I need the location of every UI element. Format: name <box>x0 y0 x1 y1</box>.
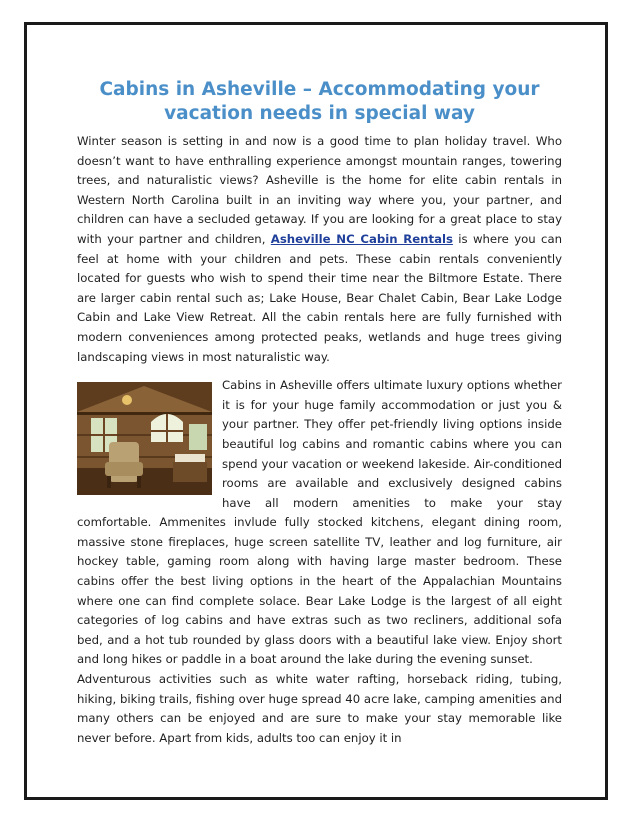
cabin-interior-photo <box>77 382 212 495</box>
activities-paragraph: Adventurous activities such as white water rafting, horseback riding, tubing, hiking, biking trails, fishing over huge spread 40 acre lake, camping amenities and many others can be enjoyed and are sure to make your stay memorable like never before. Apart from kids, adults too can enjoy it in <box>77 672 562 745</box>
amenities-paragraph <box>77 376 562 670</box>
document-body <box>77 78 562 748</box>
document-title: Cabins in Asheville – Accommodating your vacation needs in special way <box>99 79 540 124</box>
intro-text-before-link: Winter season is setting in and now is a good time to plan holiday travel. Who doesn’t want to have enthralling experience amongst mountain ranges, towering trees, and naturalistic views? Asheville is the home for elite cabin rentals in Western North Carolina built in an inviting way where you, your partner, and children can have a secluded getaway. If you are looking for a great place to stay with your partner and children, <box>77 134 562 246</box>
asheville-cabin-rentals-link[interactable]: Asheville NC Cabin Rentals <box>270 231 453 246</box>
amenities-text: Cabins in Asheville offers ultimate luxury options whether it is for your huge family accommodation or just you & your partner. They offer pet-friendly living options inside beautiful log cabins and romantic cabins where you can spend your vacation or weekend lakeside. Air-conditioned rooms are available and exclusively designed cabins have all modern amenities to make your stay comfortable. Ammenites invlude fully stocked kitchens, elegant dining room, massive stone fireplaces, huge screen satellite TV, leather and log furniture, air hockey table, gaming room along with having large master bedroom. These cabins offer the best living options in the heart of the Appalachian Mountains where one can find complete solace. Bear Lake Lodge is the largest of all eight categories of log cabins and have extras such as two recliners, additional sofa bed, and a hot tub rounded by glass doors with a beautiful lake view. Enjoy short and long hikes or paddle in a boat around the lake during the evening sunset. <box>77 378 562 667</box>
intro-text-after-link: is where you can feel at home with your children and pets. These cabin rentals conveniently located for guests who wish to spend their time near the Biltmore Estate. There are larger cabin rental such as; Lake House, Bear Chalet Cabin, Bear Lake Lodge Cabin and Lake View Retreat. All the cabin rentals here are fully furnished with modern conveniences among protected peaks, wetlands and huge trees giving landscaping views in most naturalistic way. <box>77 231 563 364</box>
intro-paragraph <box>77 132 562 367</box>
